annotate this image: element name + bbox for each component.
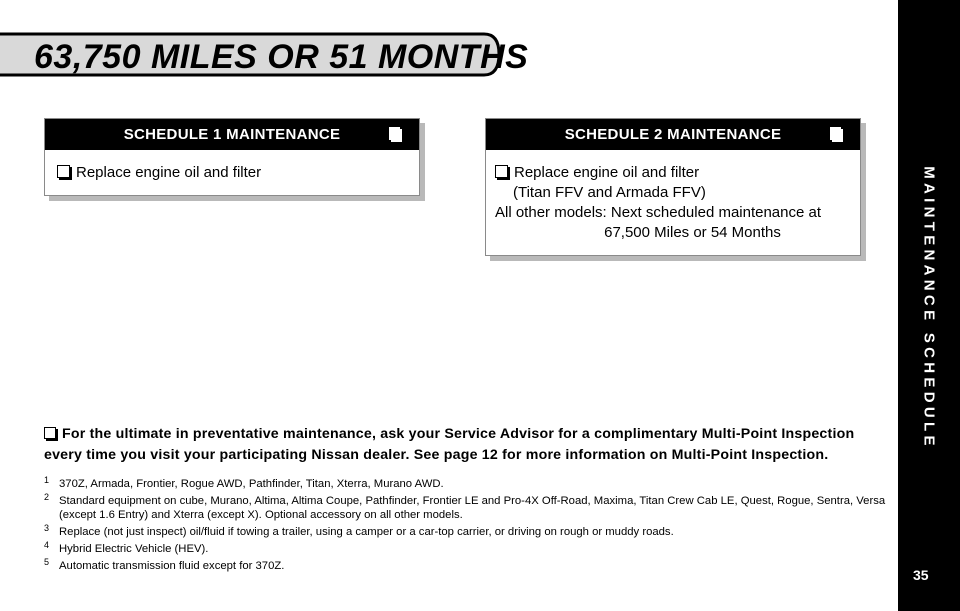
footnote [44,477,894,491]
footnote-text: Hybrid Electric Vehicle (HEV). [59,543,209,555]
footnote [44,525,894,539]
advisory-note [44,424,894,466]
footnote-number: 3 [44,523,50,533]
checkbox-icon[interactable] [57,165,70,178]
footnote-text: Automatic transmission fluid except for 370Z. [59,560,285,572]
page-number: 35 [913,567,929,583]
footnote [44,542,894,556]
schedule-1-body [45,150,419,183]
list-item-detail: (Titan FFV and Armada FFV) [513,184,706,201]
schedule-1-box [44,118,420,196]
schedule-2-title: SCHEDULE 2 MAINTENANCE [564,126,782,143]
checkbox-icon[interactable] [495,165,508,178]
checkbox-icon [389,127,400,140]
schedule-2-body [486,150,860,243]
footnote-number: 1 [44,475,50,485]
schedule-2-next-interval: 67,500 Miles or 54 Months [604,224,781,241]
schedule-1-header [45,119,419,150]
footnote-number: 5 [44,557,50,567]
list-item-label: Replace engine oil and filter [514,164,700,181]
page-title: 63,750 MILES OR 51 MONTHS [34,38,529,76]
side-tab-label: MAINTENANCE SCHEDULE [920,166,938,450]
schedule-2-header [486,119,860,150]
advisory-text: For the ultimate in preventative maintenance, ask your Service Advisor for a complimentary Multi-Point Inspection every time you visit your participating Nissan dealer. See page 12 for more information on Multi-Point Inspection. [44,426,855,463]
footnotes [44,477,894,576]
footnote-number: 2 [44,492,50,502]
list-item [57,163,419,183]
schedule-2-note: All other models: Next scheduled maintenance at [495,204,822,221]
checkbox-icon [830,127,841,140]
footnote-text: 370Z, Armada, Frontier, Rogue AWD, Pathfinder, Titan, Xterra, Murano AWD. [59,478,444,490]
list-item [495,163,860,183]
list-item-label: Replace engine oil and filter [76,164,262,181]
footnote-number: 4 [44,540,50,550]
schedule-2-box [485,118,861,256]
footnote [44,494,894,522]
checkbox-icon[interactable] [44,427,56,439]
footnote-text: Replace (not just inspect) oil/fluid if towing a trailer, using a camper or a car-top carrier, or driving on rough or muddy roads. [59,526,674,538]
schedule-1-title: SCHEDULE 1 MAINTENANCE [123,126,341,143]
footnote [44,559,894,573]
footnote-text: Standard equipment on cube, Murano, Altima, Altima Coupe, Pathfinder, Frontier LE and Pro-4X Off-Road, Maxima, Titan Crew Cab LE, Quest, Rogue, Sentra, Versa (except 1.6 Entry) and Xterra (except X). Optional accessory on all other models. [59,495,886,521]
